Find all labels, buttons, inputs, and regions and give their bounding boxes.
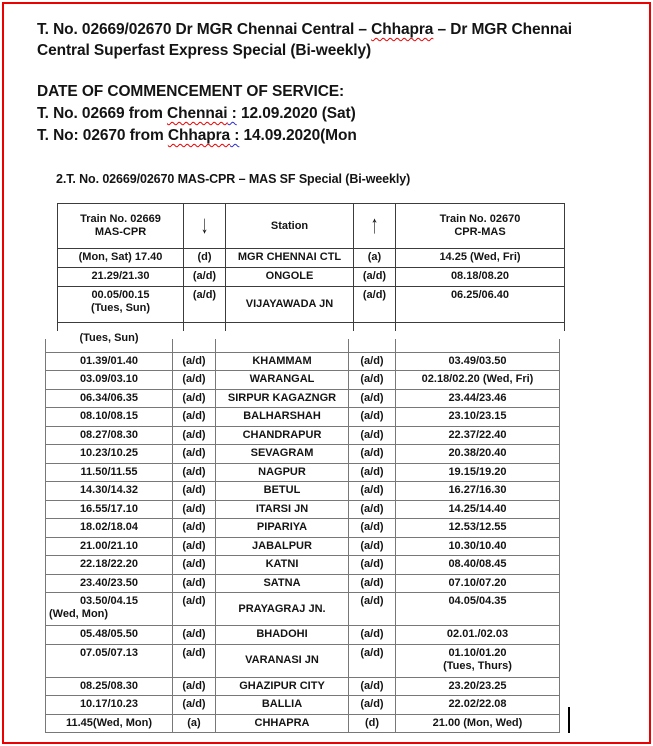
station-cell: SATNA: [216, 574, 349, 593]
up-time-cell: 22.02/22.08: [396, 696, 560, 715]
down-mark-cell: (a/d): [173, 482, 216, 501]
down-time-cell: (Mon, Sat) 17.40: [58, 249, 184, 268]
station-cell: VARANASI JN: [216, 644, 349, 677]
down-time-cell: 08.27/08.30: [46, 426, 173, 445]
up-time-cell: 12.53/12.55: [396, 519, 560, 538]
up-mark-cell: (d): [349, 714, 396, 733]
text-cursor: [568, 707, 570, 733]
table-row: [46, 445, 560, 464]
up-mark-cell: (a): [354, 249, 396, 268]
up-mark-cell: (a/d): [349, 537, 396, 556]
table-row: [46, 593, 560, 626]
down-arrow-icon: ↓: [200, 210, 209, 240]
down-time-cell: 00.05/00.15 (Tues, Sun): [58, 287, 184, 323]
down-time-cell: 22.18/22.20: [46, 556, 173, 575]
title-part1: T. No. 02669/02670 Dr MGR Chennai Central –: [37, 21, 372, 38]
station-cell: CHANDRAPUR: [216, 426, 349, 445]
down-mark-cell: (a/d): [184, 268, 226, 287]
up-time-cell: 06.25/06.40: [396, 287, 565, 323]
down-time-cell: 16.55/17.10: [46, 500, 173, 519]
down-time-cell: 03.09/03.10: [46, 371, 173, 390]
down-time-cell: 10.23/10.25: [46, 445, 173, 464]
station-cell: VIJAYAWADA JN: [226, 287, 354, 323]
up-time-cell: 14.25/14.40: [396, 500, 560, 519]
down-time-cell: 23.40/23.50: [46, 574, 173, 593]
down-direction-header: [184, 204, 226, 249]
up-mark-cell: (a/d): [349, 408, 396, 427]
up-mark-cell: (a/d): [349, 593, 396, 626]
down-mark-cell: (a/d): [173, 644, 216, 677]
up-mark-cell: (a/d): [349, 426, 396, 445]
down-mark-cell: (a/d): [173, 426, 216, 445]
down-mark-cell: (a/d): [173, 519, 216, 538]
c2-colon: :: [230, 127, 240, 144]
down-time-cell: 05.48/05.50: [46, 626, 173, 645]
down-time-cell: 14.30/14.32: [46, 482, 173, 501]
up-time-cell: 02.01./02.03: [396, 626, 560, 645]
station-cell: ONGOLE: [226, 268, 354, 287]
up-time-cell: 10.30/10.40: [396, 537, 560, 556]
up-time-cell: 21.00 (Mon, Wed): [396, 714, 560, 733]
up-time-cell: 03.49/03.50: [396, 352, 560, 371]
c1-suffix: 12.09.2020 (Sat): [236, 105, 356, 122]
down-mark-cell: (a/d): [173, 500, 216, 519]
down-time-cell: 10.17/10.23: [46, 696, 173, 715]
up-mark-cell: (a/d): [354, 287, 396, 323]
down-time-cell: 08.10/08.15: [46, 408, 173, 427]
table-row: [46, 556, 560, 575]
down-mark-cell: (a/d): [173, 371, 216, 390]
down-mark-cell: (a): [173, 714, 216, 733]
table-header-row: [58, 204, 565, 249]
up-mark-cell: (a/d): [349, 389, 396, 408]
up-mark-cell: (a/d): [349, 352, 396, 371]
title-misspelled-word: Chhapra: [371, 21, 434, 38]
up-time-cell: 16.27/16.30: [396, 482, 560, 501]
down-mark-cell: (a/d): [173, 352, 216, 371]
up-mark-cell: (a/d): [354, 268, 396, 287]
up-time-cell: 23.10/23.15: [396, 408, 560, 427]
down-mark-cell: (a/d): [173, 574, 216, 593]
up-mark-cell: (a/d): [349, 519, 396, 538]
station-cell: PIPARIYA: [216, 519, 349, 538]
clipped-row: [46, 339, 560, 352]
clipped-fragment-cell: (Tues, Sun): [46, 339, 173, 352]
station-cell: JABALPUR: [216, 537, 349, 556]
down-time-cell: 11.50/11.55: [46, 463, 173, 482]
station-cell: BALLIA: [216, 696, 349, 715]
commencement-heading: DATE OF COMMENCEMENT OF SERVICE:: [37, 83, 345, 100]
up-mark-cell: (a/d): [349, 500, 396, 519]
table-row: [46, 677, 560, 696]
train-title: [37, 19, 629, 61]
down-mark-cell: (a/d): [173, 677, 216, 696]
table-row: [46, 482, 560, 501]
station-cell: SEVAGRAM: [216, 445, 349, 464]
up-mark-cell: (a/d): [349, 463, 396, 482]
up-mark-cell: (a/d): [349, 445, 396, 464]
up-direction-header: [354, 204, 396, 249]
c1-word: Chennai: [167, 105, 228, 122]
timetable-page2: [45, 332, 560, 733]
station-cell: KATNI: [216, 556, 349, 575]
up-time-cell: 14.25 (Wed, Fri): [396, 249, 565, 268]
table-row: [58, 287, 565, 323]
c2-prefix: T. No: 02670 from: [37, 127, 168, 144]
table-row: [46, 714, 560, 733]
up-mark-cell: (a/d): [349, 556, 396, 575]
up-time-cell: 04.05/04.35: [396, 593, 560, 626]
station-cell: BHADOHI: [216, 626, 349, 645]
timetable-page1: [57, 203, 565, 331]
train-up-header: Train No. 02670 CPR-MAS: [396, 204, 565, 249]
station-cell: WARANGAL: [216, 371, 349, 390]
train-down-header: Train No. 02669 MAS-CPR: [58, 204, 184, 249]
up-time-cell: 08.18/08.20: [396, 268, 565, 287]
table-row: [58, 268, 565, 287]
table-row: [46, 389, 560, 408]
table-row: [46, 500, 560, 519]
table-row: [46, 626, 560, 645]
station-cell: MGR CHENNAI CTL: [226, 249, 354, 268]
table-row: [46, 352, 560, 371]
down-time-cell: 01.39/01.40: [46, 352, 173, 371]
down-mark-cell: (a/d): [173, 696, 216, 715]
up-time-cell: 22.37/22.40: [396, 426, 560, 445]
up-time-cell: 19.15/19.20: [396, 463, 560, 482]
up-time-cell: 07.10/07.20: [396, 574, 560, 593]
station-cell: GHAZIPUR CITY: [216, 677, 349, 696]
table-row: [46, 537, 560, 556]
table-row: [46, 644, 560, 677]
station-header: Station: [226, 204, 354, 249]
table-row: [46, 371, 560, 390]
down-time-cell: 06.34/06.35: [46, 389, 173, 408]
up-time-cell: 08.40/08.45: [396, 556, 560, 575]
down-time-cell: 11.45(Wed, Mon): [46, 714, 173, 733]
up-mark-cell: (a/d): [349, 677, 396, 696]
station-cell: BETUL: [216, 482, 349, 501]
table-row: [46, 463, 560, 482]
down-mark-cell: (a/d): [173, 408, 216, 427]
c1-prefix: T. No. 02669 from: [37, 105, 167, 122]
down-mark-cell: (a/d): [173, 626, 216, 645]
c2-word: Chhapra: [167, 127, 231, 144]
up-mark-cell: (a/d): [349, 644, 396, 677]
cut-off-row: [58, 323, 565, 331]
down-time-cell: 07.05/07.13: [46, 644, 173, 677]
down-time-cell: 18.02/18.04: [46, 519, 173, 538]
station-cell: ITARSI JN: [216, 500, 349, 519]
up-time-cell: 02.18/02.20 (Wed, Fri): [396, 371, 560, 390]
table-row: [46, 696, 560, 715]
down-mark-cell: (d): [184, 249, 226, 268]
station-cell: SIRPUR KAGAZNGR: [216, 389, 349, 408]
up-time-cell: 23.44/23.46: [396, 389, 560, 408]
table-row: [46, 519, 560, 538]
up-arrow-icon: ↑: [370, 210, 379, 240]
station-cell: NAGPUR: [216, 463, 349, 482]
down-mark-cell: (a/d): [184, 287, 226, 323]
down-mark-cell: (a/d): [173, 593, 216, 626]
up-time-cell: 01.10/01.20 (Tues, Thurs): [396, 644, 560, 677]
station-cell: PRAYAGRAJ JN.: [216, 593, 349, 626]
c1-colon: :: [227, 105, 237, 122]
title-line2: Central Superfast Express Special (Bi-weekly): [37, 42, 372, 59]
down-mark-cell: (a/d): [173, 445, 216, 464]
station-cell: BALHARSHAH: [216, 408, 349, 427]
table-row: [46, 574, 560, 593]
station-cell: KHAMMAM: [216, 352, 349, 371]
down-time-cell: 21.00/21.10: [46, 537, 173, 556]
down-time-cell: 03.50/04.15 (Wed, Mon): [46, 593, 173, 626]
table-row: [58, 249, 565, 268]
up-time-cell: 20.38/20.40: [396, 445, 560, 464]
section-heading: 2.T. No. 02669/02670 MAS-CPR – MAS SF Special (Bi-weekly): [56, 172, 411, 186]
station-cell: CHHAPRA: [216, 714, 349, 733]
down-mark-cell: (a/d): [173, 537, 216, 556]
commencement-line-02669: [37, 104, 356, 124]
down-mark-cell: (a/d): [173, 556, 216, 575]
down-time-cell: 08.25/08.30: [46, 677, 173, 696]
table-row: [46, 408, 560, 427]
up-mark-cell: (a/d): [349, 574, 396, 593]
up-mark-cell: (a/d): [349, 371, 396, 390]
commencement-line-02670: [37, 126, 357, 146]
up-mark-cell: (a/d): [349, 482, 396, 501]
table-row: [46, 426, 560, 445]
title-part2: – Dr MGR Chennai: [433, 21, 573, 38]
up-mark-cell: (a/d): [349, 626, 396, 645]
down-mark-cell: (a/d): [173, 389, 216, 408]
down-mark-cell: (a/d): [173, 463, 216, 482]
down-time-cell: 21.29/21.30: [58, 268, 184, 287]
up-time-cell: 23.20/23.25: [396, 677, 560, 696]
up-mark-cell: (a/d): [349, 696, 396, 715]
c2-suffix: 14.09.2020(Mon: [239, 127, 357, 144]
